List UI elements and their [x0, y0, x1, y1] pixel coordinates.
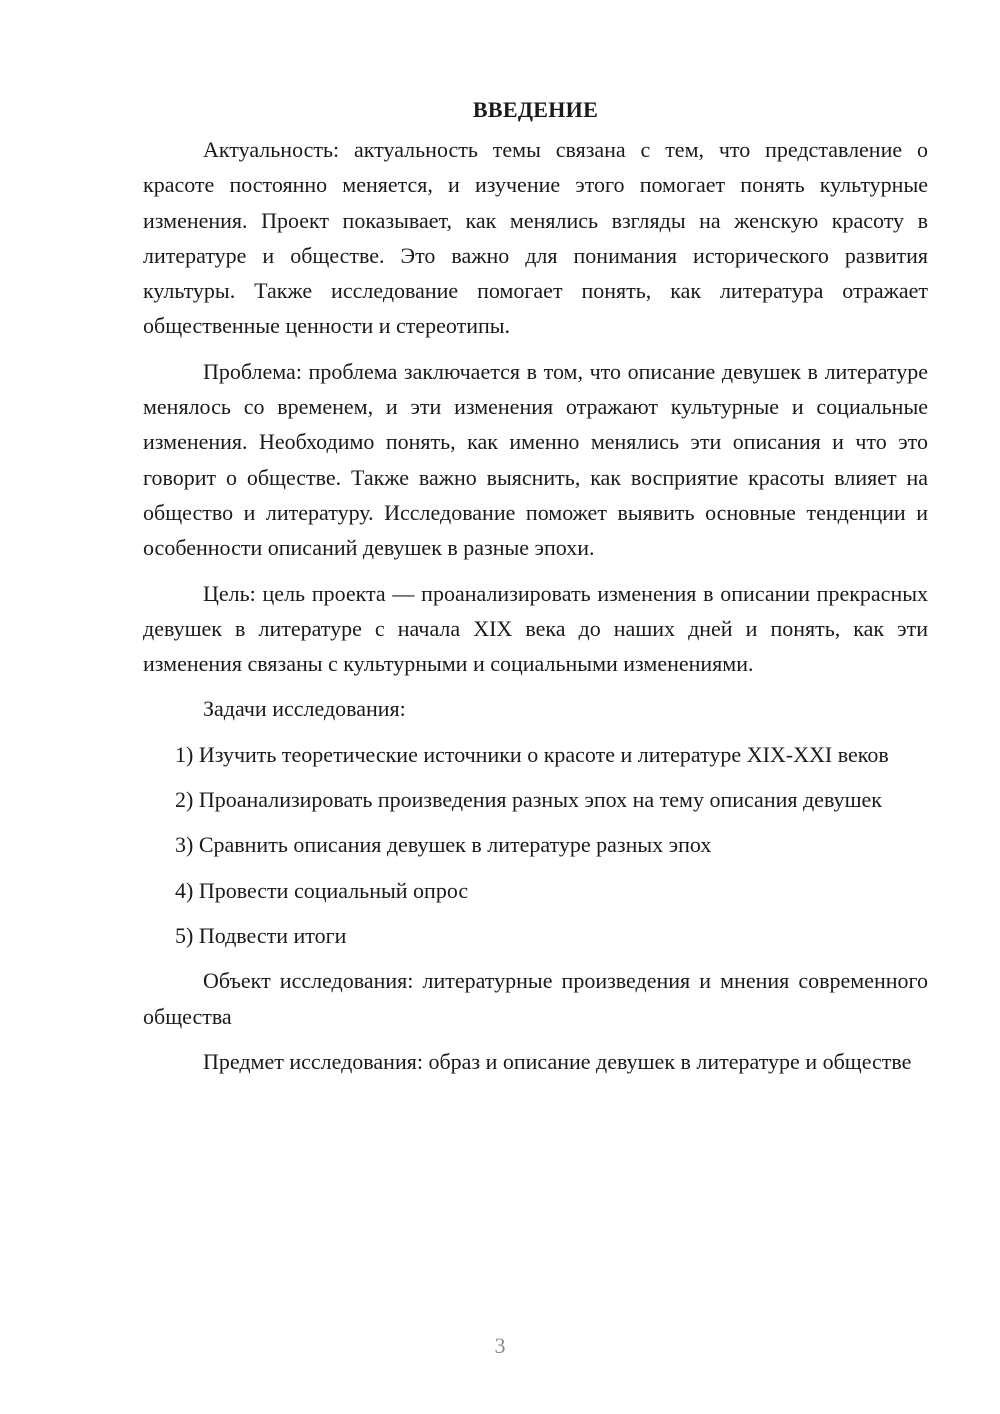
section-title: ВВЕДЕНИЕ [472, 97, 599, 122]
document-page [143, 90, 928, 1089]
task-item-5: 5) Подвести итоги [175, 922, 347, 948]
relevance-paragraph: Актуальность: актуальность темы связана с тем, что представление о красоте постоянно меняется, и изучение этого помогает понять культурные изменения. Проект показывает, как менялись взгляды на женскую красоту в литературе и обществе. Это важно для понимания исторического развития культуры. Также исследование помогает понять, как литература отражает общественные ценности и стереотипы. [143, 137, 928, 339]
task-item-4: 4) Провести социальный опрос [175, 877, 469, 903]
tasks-heading: Задачи исследования: [203, 696, 406, 722]
task-item-1: 1) Изучить теоретические источники о красоте и литературе XIX-XXI веков [175, 741, 889, 767]
page-number: 3 [494, 1333, 506, 1358]
problem-paragraph: Проблема: проблема заключается в том, что описание девушек в литературе менялось со временем, и эти изменения отражают культурные и социальные изменения. Необходимо понять, как именно менялись эти описания и что это говорит о обществе. Также важно выяснить, как восприятие красоты влияет на общество и литературу. Исследование поможет выявить основные тенденции и особенности описаний девушек в разные эпохи. [143, 358, 928, 561]
goal-paragraph: Цель: цель проекта — проанализировать изменения в описании прекрасных девушек в литературе с начала XIX века до наших дней и понять, как эти изменения связаны с культурными и социальными изменениями. [143, 580, 928, 677]
object-paragraph: Объект исследования: литературные произведения и мнения современного общества [143, 968, 928, 1029]
task-item-3: 3) Сравнить описания девушек в литературе разных эпох [175, 832, 712, 858]
subject-paragraph: Предмет исследования: образ и описание девушек в литературе и обществе [203, 1048, 912, 1074]
task-item-2: 2) Проанализировать произведения разных эпох на тему описания девушек [175, 787, 882, 813]
